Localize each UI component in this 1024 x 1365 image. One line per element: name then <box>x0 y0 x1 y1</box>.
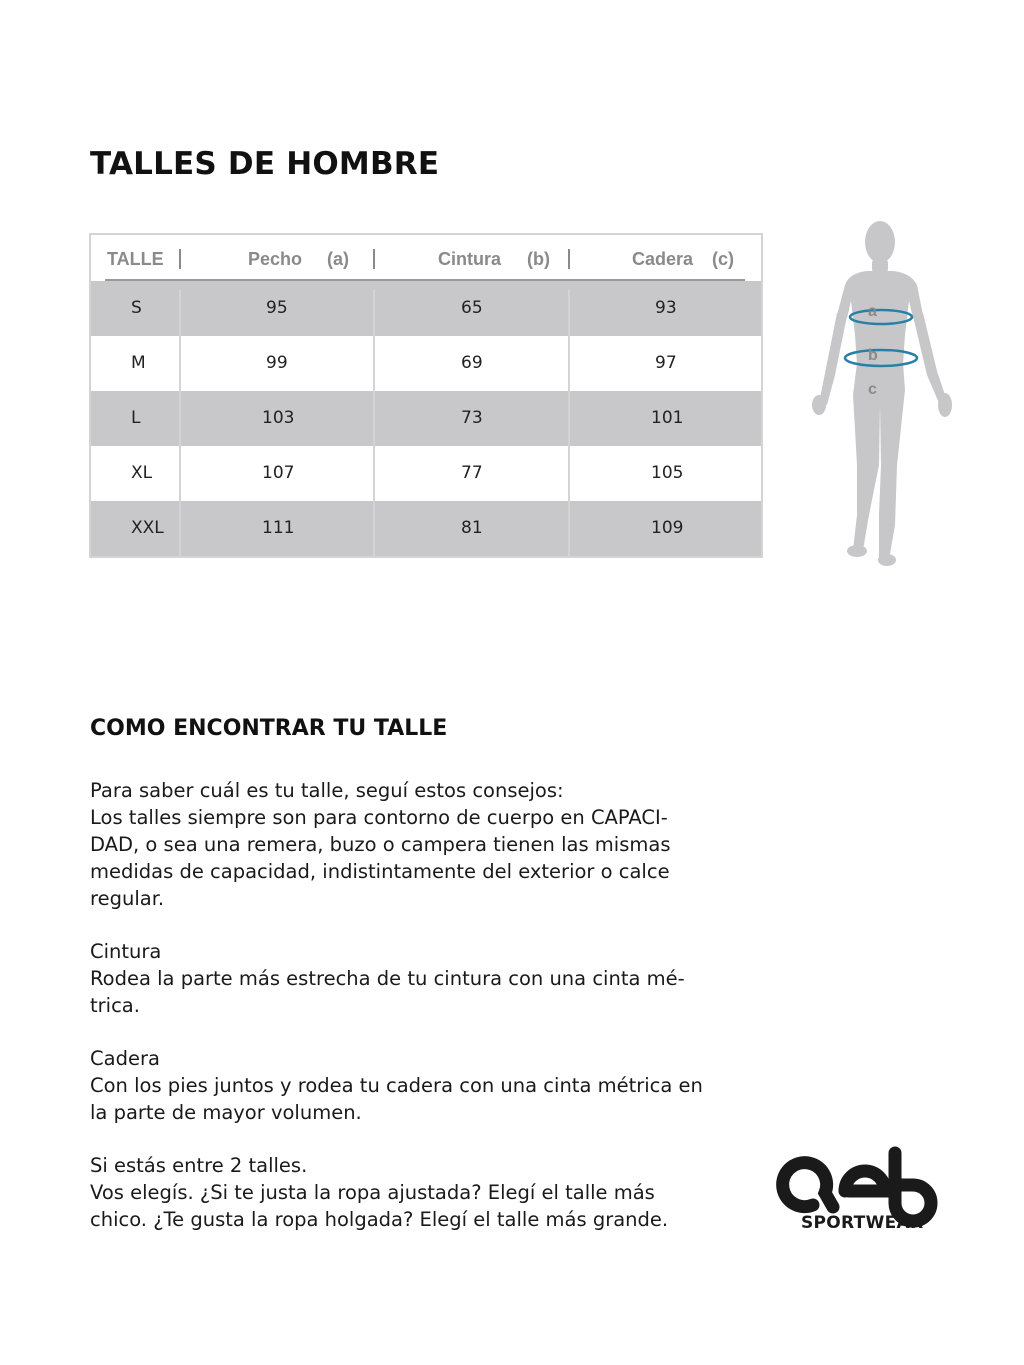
cell-cadera: 109 <box>651 518 684 538</box>
cell-cintura: 73 <box>461 408 483 428</box>
header-cadera: Cadera <box>632 249 694 269</box>
label-b: b <box>868 347 878 364</box>
cell-cintura: 77 <box>461 463 483 483</box>
cell-size: XXL <box>131 518 164 538</box>
text-line: medidas de capacidad, indistintamente del exterior o calce <box>90 860 670 883</box>
text-line: regular. <box>90 887 165 910</box>
text-line: Rodea la parte más estrecha de tu cintura con una cinta mé- <box>90 967 685 990</box>
cell-pecho: 99 <box>266 353 288 373</box>
page-title: TALLES DE HOMBRE <box>90 146 440 182</box>
text-line: chico. ¿Te gusta la ropa holgada? Elegí el talle más grande. <box>90 1208 669 1231</box>
header-talle: TALLE <box>107 249 164 269</box>
text-line: la parte de mayor volumen. <box>90 1101 362 1124</box>
table-row <box>91 446 761 501</box>
cell-size: M <box>131 353 146 373</box>
subsection-title: Cadera <box>90 1047 160 1070</box>
table-row <box>91 336 761 391</box>
label-a: a <box>868 303 877 320</box>
text-line: DAD, o sea una remera, buzo o campera tienen las mismas <box>90 833 671 856</box>
table-row <box>91 391 761 446</box>
cell-cadera: 101 <box>651 408 684 428</box>
label-c: c <box>868 381 877 398</box>
header-cadera-code: (c) <box>712 249 734 269</box>
cell-size: L <box>131 408 141 428</box>
guide-cadera <box>90 1045 710 1126</box>
table-row <box>91 501 761 556</box>
text-line: trica. <box>90 994 140 1017</box>
header-separator <box>568 249 570 269</box>
brand-tagline: SPORTWEAR <box>801 1213 924 1233</box>
cell-pecho: 111 <box>262 518 295 538</box>
column-divider <box>373 290 375 556</box>
guide-intro <box>90 777 710 912</box>
table-header <box>91 235 761 281</box>
column-divider <box>179 290 181 556</box>
guide-title: COMO ENCONTRAR TU TALLE <box>90 716 448 741</box>
cell-cadera: 93 <box>655 298 677 318</box>
table-row <box>91 281 761 336</box>
text-line: Con los pies juntos y rodea tu cadera con una cinta métrica en <box>90 1074 703 1097</box>
text-line: Los talles siempre son para contorno de cuerpo en CAPACI- <box>90 806 668 829</box>
guide-cintura <box>90 938 710 1019</box>
cell-pecho: 95 <box>266 298 288 318</box>
cell-cintura: 65 <box>461 298 483 318</box>
cell-cadera: 105 <box>651 463 684 483</box>
cell-pecho: 103 <box>262 408 295 428</box>
cell-cintura: 81 <box>461 518 483 538</box>
header-cintura: Cintura <box>438 249 501 269</box>
header-separator <box>179 249 181 269</box>
header-cintura-code: (b) <box>527 249 550 269</box>
guide-between-sizes <box>90 1152 710 1233</box>
size-table <box>89 233 763 558</box>
cell-cadera: 97 <box>655 353 677 373</box>
cell-pecho: 107 <box>262 463 295 483</box>
header-pecho-code: (a) <box>327 249 349 269</box>
cell-size: S <box>131 298 142 318</box>
cell-cintura: 69 <box>461 353 483 373</box>
header-separator <box>373 249 375 269</box>
header-pecho: Pecho <box>248 249 303 269</box>
text-line: Para saber cuál es tu talle, seguí estos consejos: <box>90 779 564 802</box>
text-line: Vos elegís. ¿Si te justa la ropa ajustada? Elegí el talle más <box>90 1181 655 1204</box>
subsection-title: Cintura <box>90 940 162 963</box>
column-divider <box>568 290 570 556</box>
cell-size: XL <box>131 463 153 483</box>
body-measurement-figure <box>805 215 970 570</box>
subsection-title: Si estás entre 2 talles. <box>90 1154 308 1177</box>
human-silhouette-icon <box>812 221 952 566</box>
